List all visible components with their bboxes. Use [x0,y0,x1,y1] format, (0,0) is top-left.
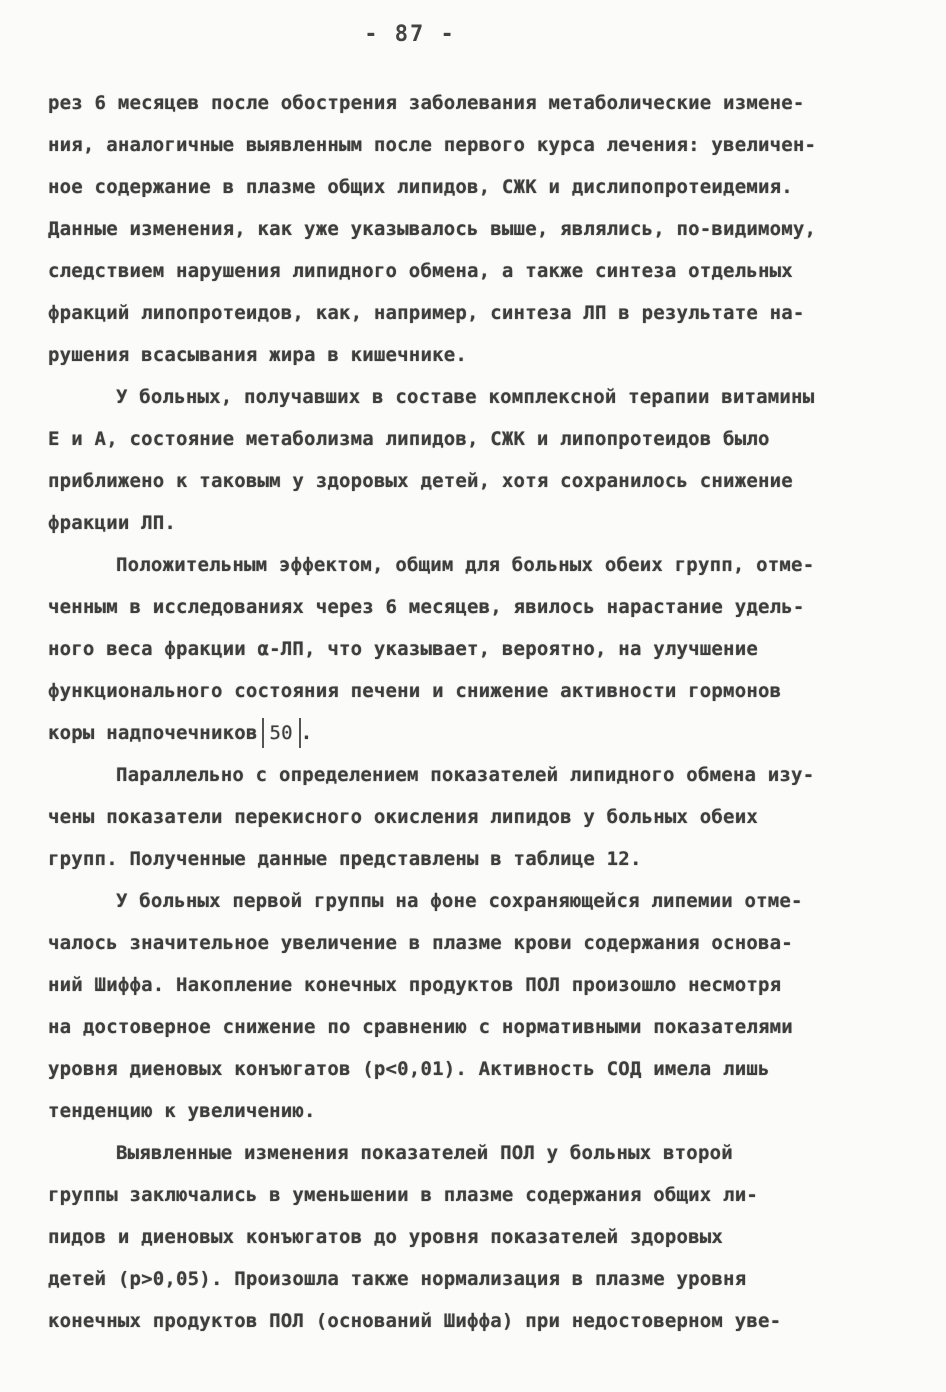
text-line: приближено к таковым у здоровых детей, хотя сохранилось снижение [48,470,793,492]
text-line: чены показатели перекисного окисления липидов у больных обеих [48,806,758,828]
paragraph-2 [48,376,896,544]
text-line: рез 6 месяцев после обострения заболевания метаболические измене- [48,92,805,114]
text-line: ния, аналогичные выявленным после первого курса лечения: увеличен- [48,134,817,156]
text-line: ний Шиффа. Накопление конечных продуктов ПОЛ произошло несмотря [48,974,782,996]
paragraph-1 [48,82,896,376]
paragraph-4 [48,754,896,880]
text-line: групп. Полученные данные представлены в таблице 12. [48,848,642,870]
text-line: Положительным эффектом, общим для больных обеих групп, отме- [116,554,815,576]
paragraph-6 [48,1132,896,1342]
text-line: фракций липопротеидов, как, например, синтеза ЛП в результате на- [48,302,805,324]
text-line: Данные изменения, как уже указывалось выше, являлись, по-видимому, [48,218,817,240]
text-line: Параллельно с определением показателей липидного обмена изу- [116,764,815,786]
text-line: фракции ЛП. [48,512,177,534]
text-line: функционального состояния печени и снижение активности гормонов [48,680,782,702]
text-line: ного веса фракции α-ЛП, что указывает, вероятно, на улучшение [48,638,758,660]
text-line: на достоверное снижение по сравнению с нормативными показателями [48,1016,793,1038]
text-line: чалось значительное увеличение в плазме крови содержания основа- [48,932,793,954]
body-text [48,82,896,1342]
text-line: пидов и диеновых конъюгатов до уровня показателей здоровых [48,1226,724,1248]
text-line: коры надпочечников [48,722,258,744]
text-line: группы заключались в уменьшении в плазме содержания общих ли- [48,1184,758,1206]
text-line: следствием нарушения липидного обмена, а также синтеза отдельных [48,260,793,282]
paragraph-5 [48,880,896,1132]
citation-reference: 50 [262,718,301,748]
text-line: детей (p>0,05). Произошла также нормализация в плазме уровня [48,1268,747,1290]
text-line: конечных продуктов ПОЛ (оснований Шиффа) при недостоверном уве- [48,1310,782,1332]
citation-tail: . [300,722,313,744]
text-line: ное содержание в плазме общих липидов, СЖК и дислипопротеидемия. [48,176,793,198]
text-line: У больных первой группы на фоне сохраняющейся липемии отме- [116,890,803,912]
text-line: У больных, получавших в составе комплексной терапии витамины [116,386,815,408]
text-line-with-citation [48,712,896,754]
text-line: ченным в исследованиях через 6 месяцев, явилось нарастание удель- [48,596,805,618]
text-line: тенденцию к увеличению. [48,1100,316,1122]
text-line: уровня диеновых конъюгатов (p<0,01). Активность СОД имела лишь [48,1058,770,1080]
text-line: Е и А, состояние метаболизма липидов, СЖК и липопротеидов было [48,428,770,450]
text-line: Выявленные изменения показателей ПОЛ у больных второй [116,1142,733,1164]
page-number: - 87 - [364,22,456,47]
text-line: рушения всасывания жира в кишечнике. [48,344,468,366]
paragraph-3 [48,544,896,754]
